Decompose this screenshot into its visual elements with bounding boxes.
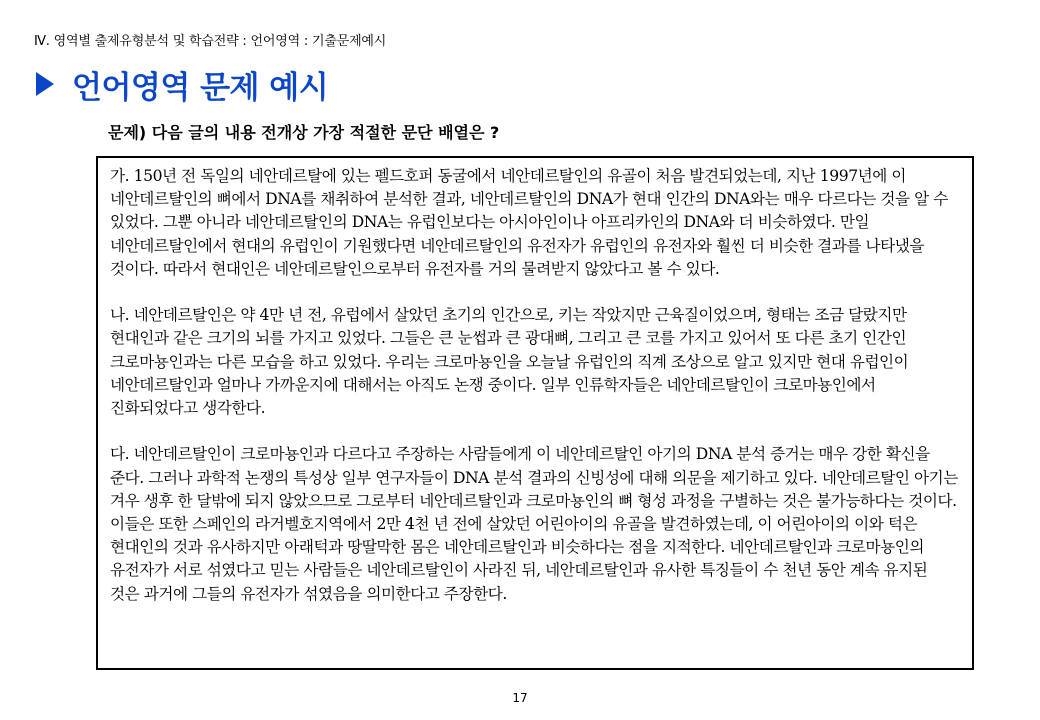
- page-title: 언어영역 문제 예시: [72, 69, 329, 106]
- passage-box: [96, 156, 974, 670]
- paragraph-ga: 가. 150년 전 독일의 네안데르탈에 있는 펠드호퍼 동굴에서 네안데르탈인의 유골이 처음 발견되었는데, 지난 1997년에 이 네안데르탈인의 뼈에서 DNA를 채취하여 분석한 결과, 네안데르탈인의 DNA가 현대 인간의 DNA와는 매우 다르다는 것을 알 수 있었다. 그뿐 아니라 네안데르탈인의 DNA는 유럽인보다는 아시아인이나 아프리카인의 DNA와 더 비슷하였다. 만일 네안데르탈인에서 현대의 유럽인이 기원했다면 네안데르탈인의 유전자가 유럽인의 유전자와 훨씬 더 비슷한 결과를 나타냈을 것이다. 따라서 현대인은 네안데르탈인으로부터 유전자를 거의 물려받지 않았다고 볼 수 있다.: [110, 167, 948, 278]
- paragraph-da: 다. 네안데르탈인이 크로마뇽인과 다르다고 주장하는 사람들에게 이 네안데르탈인 아기의 DNA 분석 증거는 매우 강한 확신을 준다. 그러나 과학적 논쟁의 특성상 일부 연구자들이 DNA 분석 결과의 신빙성에 대해 의문을 제기하고 있다. 네안데르탈인 아기는 겨우 생후 한 달밖에 되지 않았으므로 그로부터 네안데르탈인과 크로마뇽인의 뼈 형성 과정을 구별하는 것은 불가능하다는 것이다. 이들은 또한 스페인의 라거벨호지역에서 2만 4천 년 전에 살았던 어린아이의 유골을 발견하였는데, 이 어린아이의 이와 턱은 현대인의 것과 유사하지만 아래턱과 땅딸막한 몸은 네안데르탈인과 비슷하다는 점을 지적한다. 네안데르탈인과 크로마뇽인의 유전자가 서로 섞였다고 믿는 사람들은 네안데르탈인이 사라진 뒤, 네안데르탈인과 유사한 특징들이 수 천년 동안 계속 유지된 것은 과거에 그들의 유전자가 섞였음을 의미한다고 주장한다.: [110, 445, 958, 603]
- page-number: 17: [512, 691, 528, 705]
- triangle-bullet-icon: [36, 72, 54, 96]
- paragraph-na: 나. 네안데르탈인은 약 4만 년 전, 유럽에서 살았던 초기의 인간으로, 키는 작았지만 근육질이었으며, 형태는 조금 달랐지만 현대인과 같은 크기의 뇌를 가지고 있었다. 그들은 큰 눈썹과 큰 광대뼈, 그리고 큰 코를 가지고 있어서 또 다른 초기 인간인 크로마뇽인과는 다른 모습을 하고 있었다. 우리는 크로마뇽인을 오늘날 유럽인의 직계 조상으로 알고 있지만 현대 유럽인이 네안데르탈인과 얼마나 가까운지에 대해서는 아직도 논쟁 중이다. 일부 인류학자들은 네안데르탈인이 크로마뇽인에서 진화되었다고 생각한다.: [110, 306, 909, 418]
- breadcrumb: Ⅳ. 영역별 출제유형분석 및 학습전략 : 언어영역 : 기출문제예시: [34, 34, 387, 49]
- question-text: 문제) 다음 글의 내용 전개상 가장 적절한 문단 배열은 ?: [108, 123, 500, 142]
- page-title-row: [36, 62, 328, 106]
